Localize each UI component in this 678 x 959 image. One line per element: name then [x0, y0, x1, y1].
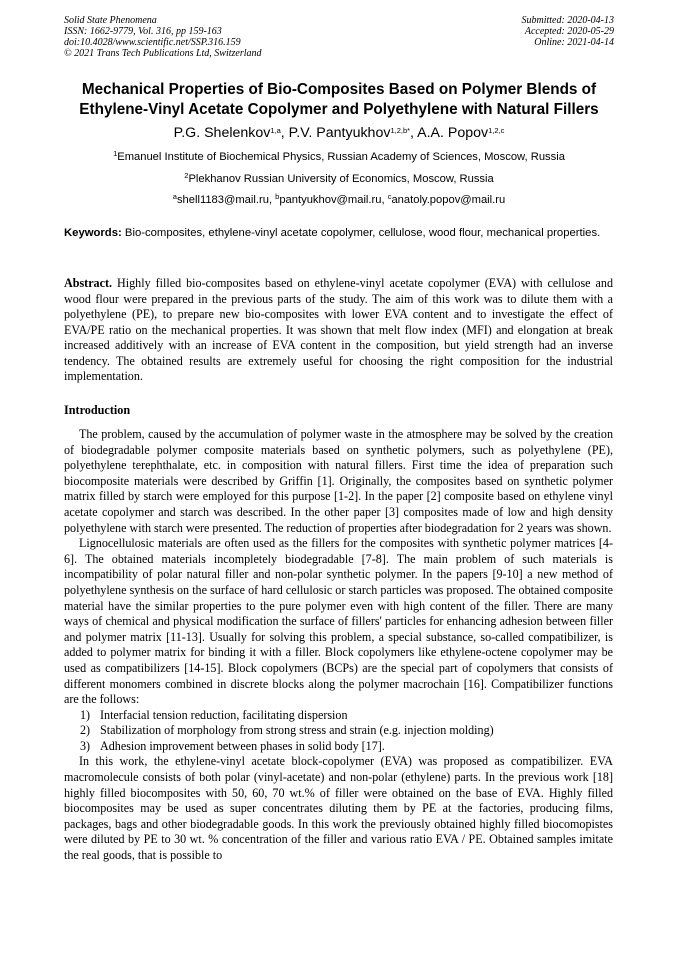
- list-item: [64, 723, 613, 739]
- affiliation-text: Emanuel Institute of Biochemical Physics, Russian Academy of Sciences, Moscow, Russia: [117, 151, 565, 163]
- compatibilizer-function-list: [64, 708, 613, 755]
- author-affiliation-marker: 1,2,c: [488, 126, 505, 135]
- list-item: [64, 739, 613, 755]
- author-name: P.G. Shelenkov: [173, 125, 271, 141]
- keywords-label: Keywords:: [64, 227, 122, 239]
- affiliation-text: Plekhanov Russian University of Economics, Moscow, Russia: [188, 173, 494, 185]
- section-heading: Introduction: [64, 403, 131, 417]
- email-address[interactable]: pantyukhov@mail.ru: [279, 194, 382, 206]
- author-emails: $^a$shell1183@mail.ru, $^b$pantyukhov@mail.ru, $^c$anatoly.popov@mail.ru: [172, 192, 506, 206]
- journal-name: Solid State Phenomena: [64, 15, 157, 26]
- abstract-text: Highly filled bio-composites based on ethylene-vinyl acetate copolymer (EVA) with cellulose and wood flour were prepared in the previous parts of the study. The aim of this work was to dilute them with a polyethylene (PE), to prepare new bio-composites with lower EVA content and to investigate the effect of EVA/PE ratio on the mechanical properties. It was shown that melt flow index (MFI) and elongation at break increased additively with an increase of EVA content in the composition, but yield strength had an inverse tendency. The obtained results are extremely useful for choosing the right composition for the industrial implementation.: [64, 276, 613, 383]
- author-name: P.V. Pantyukhov: [288, 125, 391, 141]
- keywords: [64, 226, 613, 241]
- email-marker: a: [172, 192, 177, 201]
- list-item-number: 2): [80, 723, 91, 738]
- list-item: [64, 708, 613, 724]
- author-separator: ,: [410, 125, 418, 141]
- email-address[interactable]: anatoly.popov@mail.ru: [391, 194, 506, 206]
- affiliation: [40, 172, 638, 186]
- paper-title-line: Ethylene-Vinyl Acetate Copolymer and Polyethylene with Natural Fillers: [79, 101, 599, 118]
- body-paragraph: The problem, caused by the accumulation of polymer waste in the atmosphere may be solved by the creation of biodegradable polymer composite materials based on synthetic polymers, such as polyethylene (PE), polyethylene terephthalate, etc. in composition with natural fillers. First time the idea of preparation such biocomposite materials were described by Griffin [1]. Originally, the composites based on synthetic polymer matrix filled by starch were employed for this purpose [1-2]. In the paper [2] composite based on ethylene vinyl acetate copolymer and starch was described. In the other paper [3] composites made of low and high density polyethylene with starch were presented. The reduction of properties after biodegradation for 2 years was shown.: [64, 427, 613, 535]
- keywords-text: Bio-composites, ethylene-vinyl acetate copolymer, cellulose, wood flour, mechanical properties.: [124, 227, 601, 239]
- affiliation-marker: 2: [184, 171, 189, 180]
- accepted-date: Accepted: 2020-05-29: [524, 26, 614, 37]
- email-address[interactable]: shell1183@mail.ru: [176, 194, 269, 206]
- author-affiliation-marker: 1,2,b*: [390, 126, 411, 135]
- author-separator: ,: [280, 125, 289, 141]
- author-name: A.A. Popov: [417, 125, 489, 141]
- author-affiliation-marker: 1,a: [270, 126, 281, 135]
- author-list: [40, 124, 638, 142]
- affiliation-marker: 1: [113, 149, 118, 158]
- list-item-text: Adhesion improvement between phases in solid body [17].: [100, 738, 385, 753]
- list-item-text: Interfacial tension reduction, facilitating dispersion: [100, 707, 348, 722]
- list-item-number: 3): [80, 738, 91, 753]
- list-item-text: Stabilization of morphology from strong stress and strain (e.g. injection molding): [100, 723, 494, 738]
- journal-header-left: [64, 15, 262, 59]
- email-marker: b: [275, 192, 280, 201]
- journal-header-right: [522, 15, 615, 48]
- online-date: Online: 2021-04-14: [534, 37, 614, 48]
- abstract-label: Abstract.: [64, 276, 113, 290]
- journal-issn: ISSN: 1662-9779, Vol. 316, pp 159-163: [64, 26, 222, 37]
- introduction-body: [64, 427, 613, 864]
- body-paragraph: In this work, the ethylene-vinyl acetate block-copolymer (EVA) was proposed as compatibilizer. EVA macromolecule consists of both polar (vinyl-acetate) and non-polar (ethylene) parts. In the previous work [18] highly filled biocomposites with 50, 60, 70 wt.% of filler were obtained on the base of EVA. Highly filled biocomposites may be used as super concentrates diluting them by PE at the factories, producing films, packages, bags and other biodegradable goods. In this work the previously obtained highly filled biocomopistes were diluted by PE to 30 wt. % concentration of the filler and various ratio EVA / PE. Obtained samples imitate the real goods, that is possible to: [64, 754, 613, 863]
- submitted-date: Submitted: 2020-04-13: [521, 15, 614, 26]
- paper-title-line: Mechanical Properties of Bio-Composites Based on Polymer Blends of: [81, 81, 597, 98]
- abstract: [64, 276, 613, 385]
- body-paragraph: Lignocellulosic materials are often used as the fillers for the composites with synthetic polymer matrices [4-6]. The obtained materials incompletely biodegradable [7-8]. The main problem of such materials is incompatibility of polar natural filler and non-polar synthetic polymer. In the papers [9-10] a new method of polyethylene synthesis on the surface of hard cellulosic or starch particles was proposed. The obtained composite material have the similar properties to the pure polymer even with high content of the filler. There are many ways of chemical and physical modification the surface of fillers' particles for enhancing adhesion between filler and polymer matrix [11-13]. Usually for solving this problem, a special substance, so-called compatibilizer, is added to polymer matrix for binding it with a filler. Block copolymers like ethylene-octene copolymer may be used as compatibilizers [14-15]. Block copolymers (BCPs) are the special part of copolymers that consists of different monomers combined in discrete blocks along the polymer macrochain [16]. Compatibilizer functions are the follows:: [64, 536, 613, 707]
- affiliation: [40, 150, 638, 164]
- paper-title: [40, 80, 638, 120]
- journal-doi: doi:10.4028/www.scientific.net/SSP.316.159: [64, 37, 241, 48]
- email-marker: c: [387, 192, 392, 201]
- list-item-number: 1): [80, 707, 91, 722]
- journal-copyright: © 2021 Trans Tech Publications Ltd, Switzerland: [64, 48, 262, 59]
